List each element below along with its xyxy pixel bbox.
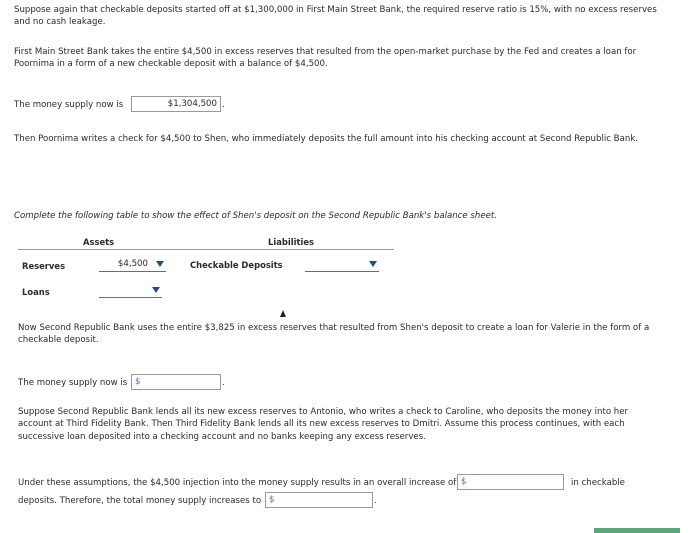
mouse-cursor-icon [280,310,286,317]
table-header-rule [18,249,394,250]
period: . [222,100,225,110]
loan-text: First Main Street Bank takes the entire $4,500 in excess reserves that resulted from the open-market purchase by the Fed and creates a loan for Poornima in a form of a new checkable deposit with a balance of $4,500. [14,47,637,70]
loans-label: Loans [22,287,50,297]
chevron-down-icon [152,287,160,293]
chevron-down-icon [369,261,377,267]
table-instructions: Complete the following table to show the effect of Shen's deposit on the Second Republic Bank's balance sheet. [14,211,498,221]
checkable-deposits-label: Checkable Deposits [190,260,283,270]
period: . [222,378,225,388]
total-money-supply-field[interactable] [265,492,373,508]
check-text: Then Poornima writes a check for $4,500 to Shen, who immediately deposits the full amount into his checking account at Second Republic Bank. [14,134,638,144]
antonio-text: Suppose Second Republic Bank lends all its new excess reserves to Antonio, who writes a check to Caroline, who deposits the money into her account at Third Fidelity Bank. Then Third Fidelity Bank lends all its new excess reserves to Dmitri. Assume this process continues, with each successive loan deposited into a checking account and no banks keeping any excess reserves. [18,407,629,442]
increase-text: Under these assumptions, the $4,500 injection into the money supply results in an overall increase of [18,478,457,488]
liabilities-header: Liabilities [268,237,315,247]
intro-text: Suppose again that checkable deposits started off at $1,300,000 in First Main Street Bank, the required reserve ratio is 15%, with no excess reserves and no cash leakage. [14,5,657,28]
money-supply-label-2: The money supply now is [18,378,128,388]
reserves-label: Reserves [22,261,66,271]
submit-button-edge[interactable] [594,528,680,533]
checkable-deposits-dropdown[interactable] [305,258,379,272]
deposits-text: deposits. Therefore, the total money supply increases to [18,496,262,506]
money-supply-field-2[interactable] [131,374,221,390]
in-checkable-text: in checkable [571,478,625,488]
money-supply-field-1[interactable]: $1,304,500 [131,96,221,112]
reserves-dropdown[interactable] [99,258,166,272]
assets-header: Assets [83,237,115,247]
reserves-value: $4,500 [117,259,148,269]
chevron-down-icon [156,261,164,267]
period: . [374,496,377,506]
increase-field[interactable] [457,474,564,490]
money-supply-label-1: The money supply now is [14,100,124,110]
valerie-text: Now Second Republic Bank uses the entire $3,825 in excess reserves that resulted from Shen's deposit to create a loan for Valerie in the form of a checkable deposit. [18,323,650,346]
loans-dropdown[interactable] [99,284,162,298]
